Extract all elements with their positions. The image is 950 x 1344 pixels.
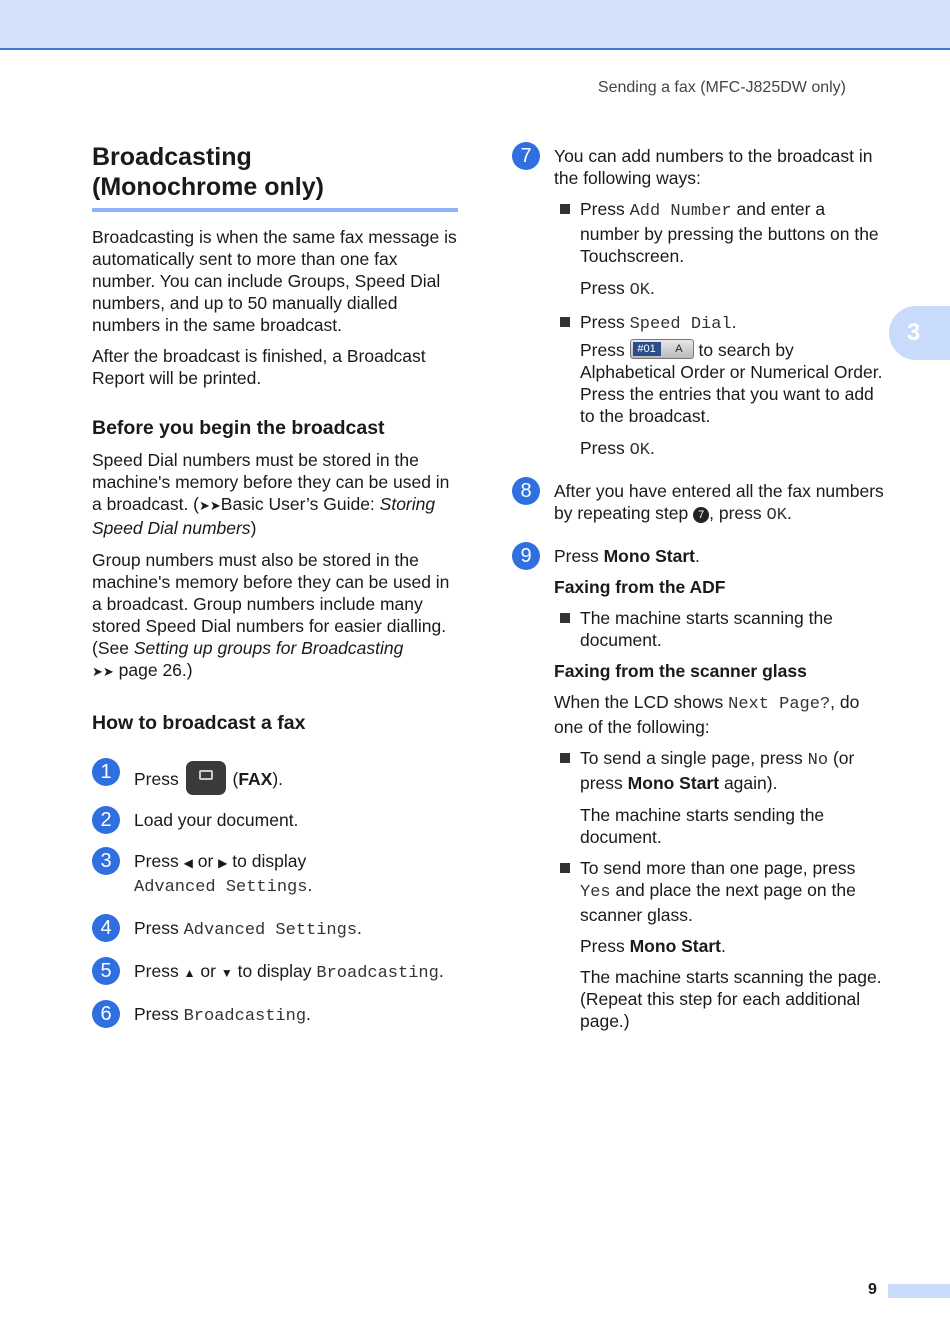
- top-banner: [0, 0, 950, 50]
- step-number: 5: [92, 957, 120, 985]
- glass-heading: Faxing from the scanner glass: [554, 661, 807, 681]
- step-number: 3: [92, 847, 120, 875]
- before-heading: Before you begin the broadcast: [92, 417, 385, 439]
- running-header: Sending a fax (MFC-J825DW only): [597, 79, 846, 96]
- arrow-icon: ➤➤: [92, 664, 114, 679]
- chapter-tab: 3: [889, 306, 950, 360]
- step-4: 4 Press Advanced Settings.: [92, 917, 458, 942]
- fax-icon: [186, 761, 226, 795]
- step-7: 7 You can add numbers to the broadcast in the following ways: Press Add Number and enter a number by pressing the buttons on the Touchscreen. Press OK. Press Speed Dial. Press #01 A to search by Alphabetical Order or Numerical Order. Press the entries that you want to add to the broadcast. Press OK.: [512, 145, 884, 462]
- speed-dial-paragraph: Speed Dial numbers must be stored in the machine's memory before they can be used in a broadcast. (➤➤Basic User’s Guide: Storing Speed Dial numbers): [92, 450, 450, 538]
- right-column: [512, 142, 884, 1032]
- how-heading: How to broadcast a fax: [92, 712, 306, 734]
- page-number: 9: [868, 1281, 877, 1298]
- list-item: Press Speed Dial. Press #01 A to search by Alphabetical Order or Numerical Order. Press the entries that you want to add to the broadcast. Press OK.: [554, 311, 884, 462]
- left-arrow-icon: ◀: [183, 856, 193, 870]
- step-9: 9 Press Mono Start. Faxing from the ADF The machine starts scanning the document. Faxing from the scanner glass When the LCD shows Next Page?, do one of the following: To send a single page, press No (or press Mono Start again). The machine starts sending the document. To send more than one page, press Yes and place the next page on the scanner glass. Press Mono Start. The machine starts scanning the page. (Repeat this step for each additional page.): [512, 545, 884, 1032]
- right-arrow-icon: ▶: [218, 856, 228, 870]
- section-title: Broadcasting (Monochrome only): [92, 142, 458, 212]
- step-number: 7: [512, 142, 540, 170]
- step-number: 2: [92, 806, 120, 834]
- left-column: [92, 142, 458, 1028]
- group-paragraph: Group numbers must also be stored in the machine's memory before they can be used in a broadcast. Group numbers include many stored Speed Dial numbers for easier dialling. (See Setting up groups for Broadcasting ➤➤ page 26.): [92, 550, 450, 680]
- list-item: To send more than one page, press Yes and place the next page on the scanner glass. Press Mono Start. The machine starts scanning the page. (Repeat this step for each additional page.): [554, 857, 884, 1032]
- step-number: 4: [92, 914, 120, 942]
- after-paragraph: After the broadcast is finished, a Broadcast Report will be printed.: [92, 346, 426, 388]
- page-number-bar: [888, 1284, 950, 1298]
- step-reference: 7: [693, 507, 709, 523]
- arrow-icon: ➤➤: [199, 498, 221, 513]
- adf-heading: Faxing from the ADF: [554, 577, 726, 597]
- list-item: The machine starts scanning the document.: [554, 607, 884, 651]
- step-2: 2 Load your document.: [92, 809, 458, 831]
- step-number: 6: [92, 1000, 120, 1028]
- step-6: 6 Press Broadcasting.: [92, 1003, 458, 1028]
- step-8: 8 After you have entered all the fax numbers by repeating step 7 , press OK.: [512, 480, 884, 527]
- step-number: 1: [92, 758, 120, 786]
- speed-dial-button-icon: #01 A: [630, 339, 694, 359]
- down-arrow-icon: ▼: [220, 966, 233, 980]
- step-1: 1 Press (FAX).: [92, 761, 458, 795]
- list-item: Press Add Number and enter a number by pressing the buttons on the Touchscreen. Press OK.: [554, 198, 884, 302]
- intro-paragraph: Broadcasting is when the same fax message is automatically sent to more than one fax number. You can include Groups, Speed Dial numbers, and up to 50 manually dialled numbers in the same broadcast.: [92, 227, 457, 335]
- up-arrow-icon: ▲: [183, 966, 196, 980]
- step-number: 9: [512, 542, 540, 570]
- step-number: 8: [512, 477, 540, 505]
- list-item: To send a single page, press No (or press Mono Start again). The machine starts sending the document.: [554, 747, 884, 848]
- step-5: 5 Press ▲ or ▼ to display Broadcasting.: [92, 960, 458, 985]
- step-3: 3 Press ◀ or ▶ to display Advanced Settings.: [92, 850, 458, 899]
